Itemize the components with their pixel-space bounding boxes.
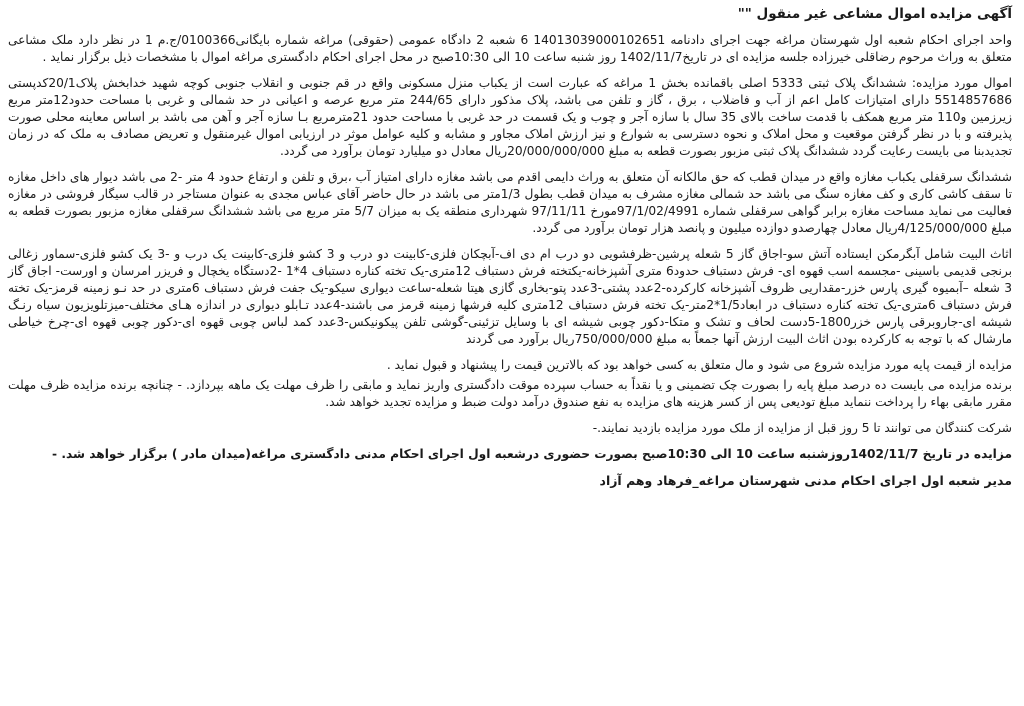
condition-1: مزایده از قیمت پایه مورد مزایده شروع می شود و مال متعلق به کسی خواهد بود که بالاترین قیمت را پیشنهاد و قبول نماید .	[386, 358, 1012, 372]
signature-line: مدیر شعبه اول اجرای احکام مدنی شهرستان مراغه_فرهاد وهم آزاد	[599, 473, 1012, 488]
property-item-3: اثاث البیت شامل آبگرمکن ایستاده آتش سو-اجاق گاز 5 شعله پرشین-ظرفشویی دو درب ام دی اف-آبچکان فلزی-کابینت دو درب و 3 کشو فلزی-کابینت یک درب و -3 یک کشو فلزی-سماور زغالی برنجی قدیمی باسینی -مجسمه اسب قهوه ای- فرش دستباف حدود6 متری آشپزخانه-یکتخته فرش دستباف 12متری-یک تخته کناره دستباف 4*1 -2دستگاه یخچال و فریزر امرسان و اورست- اجاق گاز 3 شعله –آبمیوه گیری پارس خزر-مقداریی ظروف آشپزخانه کارکرده-2عدد پشتی-3عدد پتو-بخاری گازی هیتا شعله-ساعت دیواری سیکو-یک جفت فرش دستباف 6متری در حد نـو زمینه قرمز-یک تخته فرش دستباف 6متری-یک تخته کناره دستباف در ابعاد1/5*2متر-یک تخته فرش دستباف 12متری کلیه فرشها زمینه قرمز می باشند-4عدد تـابلو دیواری در اندازه هـای مختلف-میزتلویزیون سیاه رنـگ شیشه ای-جاروبرقی پارس خزر1800-5دست لحاف و تشک و متکا-دکور چوبی شیشه ای با وسایل تزئینی-گوشی تلفن پیکونیکس-3عدد کمد لباس چوبی قهوه ای-دکور چوبی قهوه ای-چرخ خیاطی مارشال که با توجه به کارکرده بودن اثاث البیت ارزش آنها جمعاً به مبلغ 750/000/000ریال برآورد می گردند	[8, 247, 1013, 346]
notice-title: آگهی مزایده اموال مشاعی غیر منقول ""	[737, 6, 1012, 22]
auction-date-line: مزایده در تاریخ 1402/11/7روزشنبه ساعت 10 الی 10:30صبح بصورت حضوری درشعبه اول اجرای احکام مدنی دادگستری مراغه(میدان مادر ) برگزار خواهد شد. -	[52, 447, 1012, 461]
property-item-1: اموال مورد مزایده: ششدانگ پلاک ثبتی 5333 اصلی باقمانده بخش 1 مراغه که عبارت است از یکباب منزل مسکونی واقع در قم جنوبی و انقلاب جنوبی کوچه شهید خدابخش پلاک20/1کدپستی 5514857686 دارای امتیازات کامل اعم از آب و فاضلاب ، برق ، گاز و تلفن می باشد، پلاک مذکور دارای 244/65 متر مربع عرصه و اعیانی در حد شمالی و غربی با مساحت حدود12متر مربع زیرزمین و110 متر مربع همکف با قدمت ساخت بالای 35 سال با سازه آجر و چوب و یک قسمت در حد غربی با مساحت حدود 21مترمربع بـا سازه آجر و آهن می باشد بر اساس معاینه محلی صورت پذیرفته و با در نظر گرفتن موقعیت و محل املاک و نحوه دسترسی به شوارع و نیز ارزش املاک مجاور و مشابه و کلیه عوامل موثر در ارزیابی اموال غیرمنقول و تعریض مصادف به ملک که در زمان تجدیدبنا می بایست رعایت گردد ششدانگ پلاک ثبتی مزبور بصورت قطعه به مبلغ 20/000/000/000ریال معادل دو میلیارد تومان برآورد می گردد.	[8, 76, 1013, 158]
condition-3: شرکت کنندگان می توانند تا 5 روز قبل از مزایده از ملک مورد مزایده بازدید نمایند.-	[592, 421, 1012, 435]
property-item-2: ششدانگ سرقفلی یکباب مغازه واقع در میدان قطب که حق مالکانه آن متعلق به وراث دایمی اقدم می باشد مغازه دارای امتیاز آب ،برق و تلفن و ارتفاع حدود 4 متر -2 می باشد دیوار های داخل مغازه تا سقف کاشی کاری و کف مغازه سنگ می باشد حد شمالی مغازه مشرف به میدان قطب بطول 1/3متر می باشد در حال حاضر آقای عباس مجدی به عنوان مستاجر در قالب سیگار فروشی در مغازه فعالیت می نماید مساحت مغازه برابر گواهی سرقفلی شماره 97/1/02/4991مورخ 97/11/11 شهرداری منطقه یک به میزان 5/7 متر مربع می باشد ششدانگ سرقفلی مغازه مزبور بصورت قطعه به مبلغ 4/125/000/000ریال معادل چهارصدو دوازده میلیون و پانصد هزار تومان برآورد می گردد.	[8, 170, 1012, 235]
intro-paragraph: واحد اجرای احکام شعبه اول شهرستان مراغه جهت اجرای دادنامه 14013039000102651 6 شعبه 2 دادگاه عمومی (حقوقی) مراغه شماره بایگانی0100366/ج.م 1 در نظر دارد ملک مشاعی متعلق به وراث مرحوم رضاقلی خیرزاده جلسه مزایده ای در تاریخ1402/11/7 روز شنبه ساعت 10 الی 10:30صبح در محل اجرای احکام دادگستری مراغه اموال با مشخصات ذیل برگزار نماید .	[8, 33, 1012, 64]
condition-2: برنده مزایده می بایست ده درصد مبلغ پایه را بصورت چک تضمینی و یا نقداً به حساب سپرده موقت دادگستری واریز نماید و مابقی را ظرف مهلت یک ماهه بپردازد. - چنانچه برنده مزایده ظرف مهلت مقرر مابقی بهاء را پرداخت ننماید مبلغ تودیعی پس از کسر هزینه های مزایده به نفع صندوق درآمد دولت ضبط و مزایده تجدید خواهد شد.	[8, 378, 1012, 409]
